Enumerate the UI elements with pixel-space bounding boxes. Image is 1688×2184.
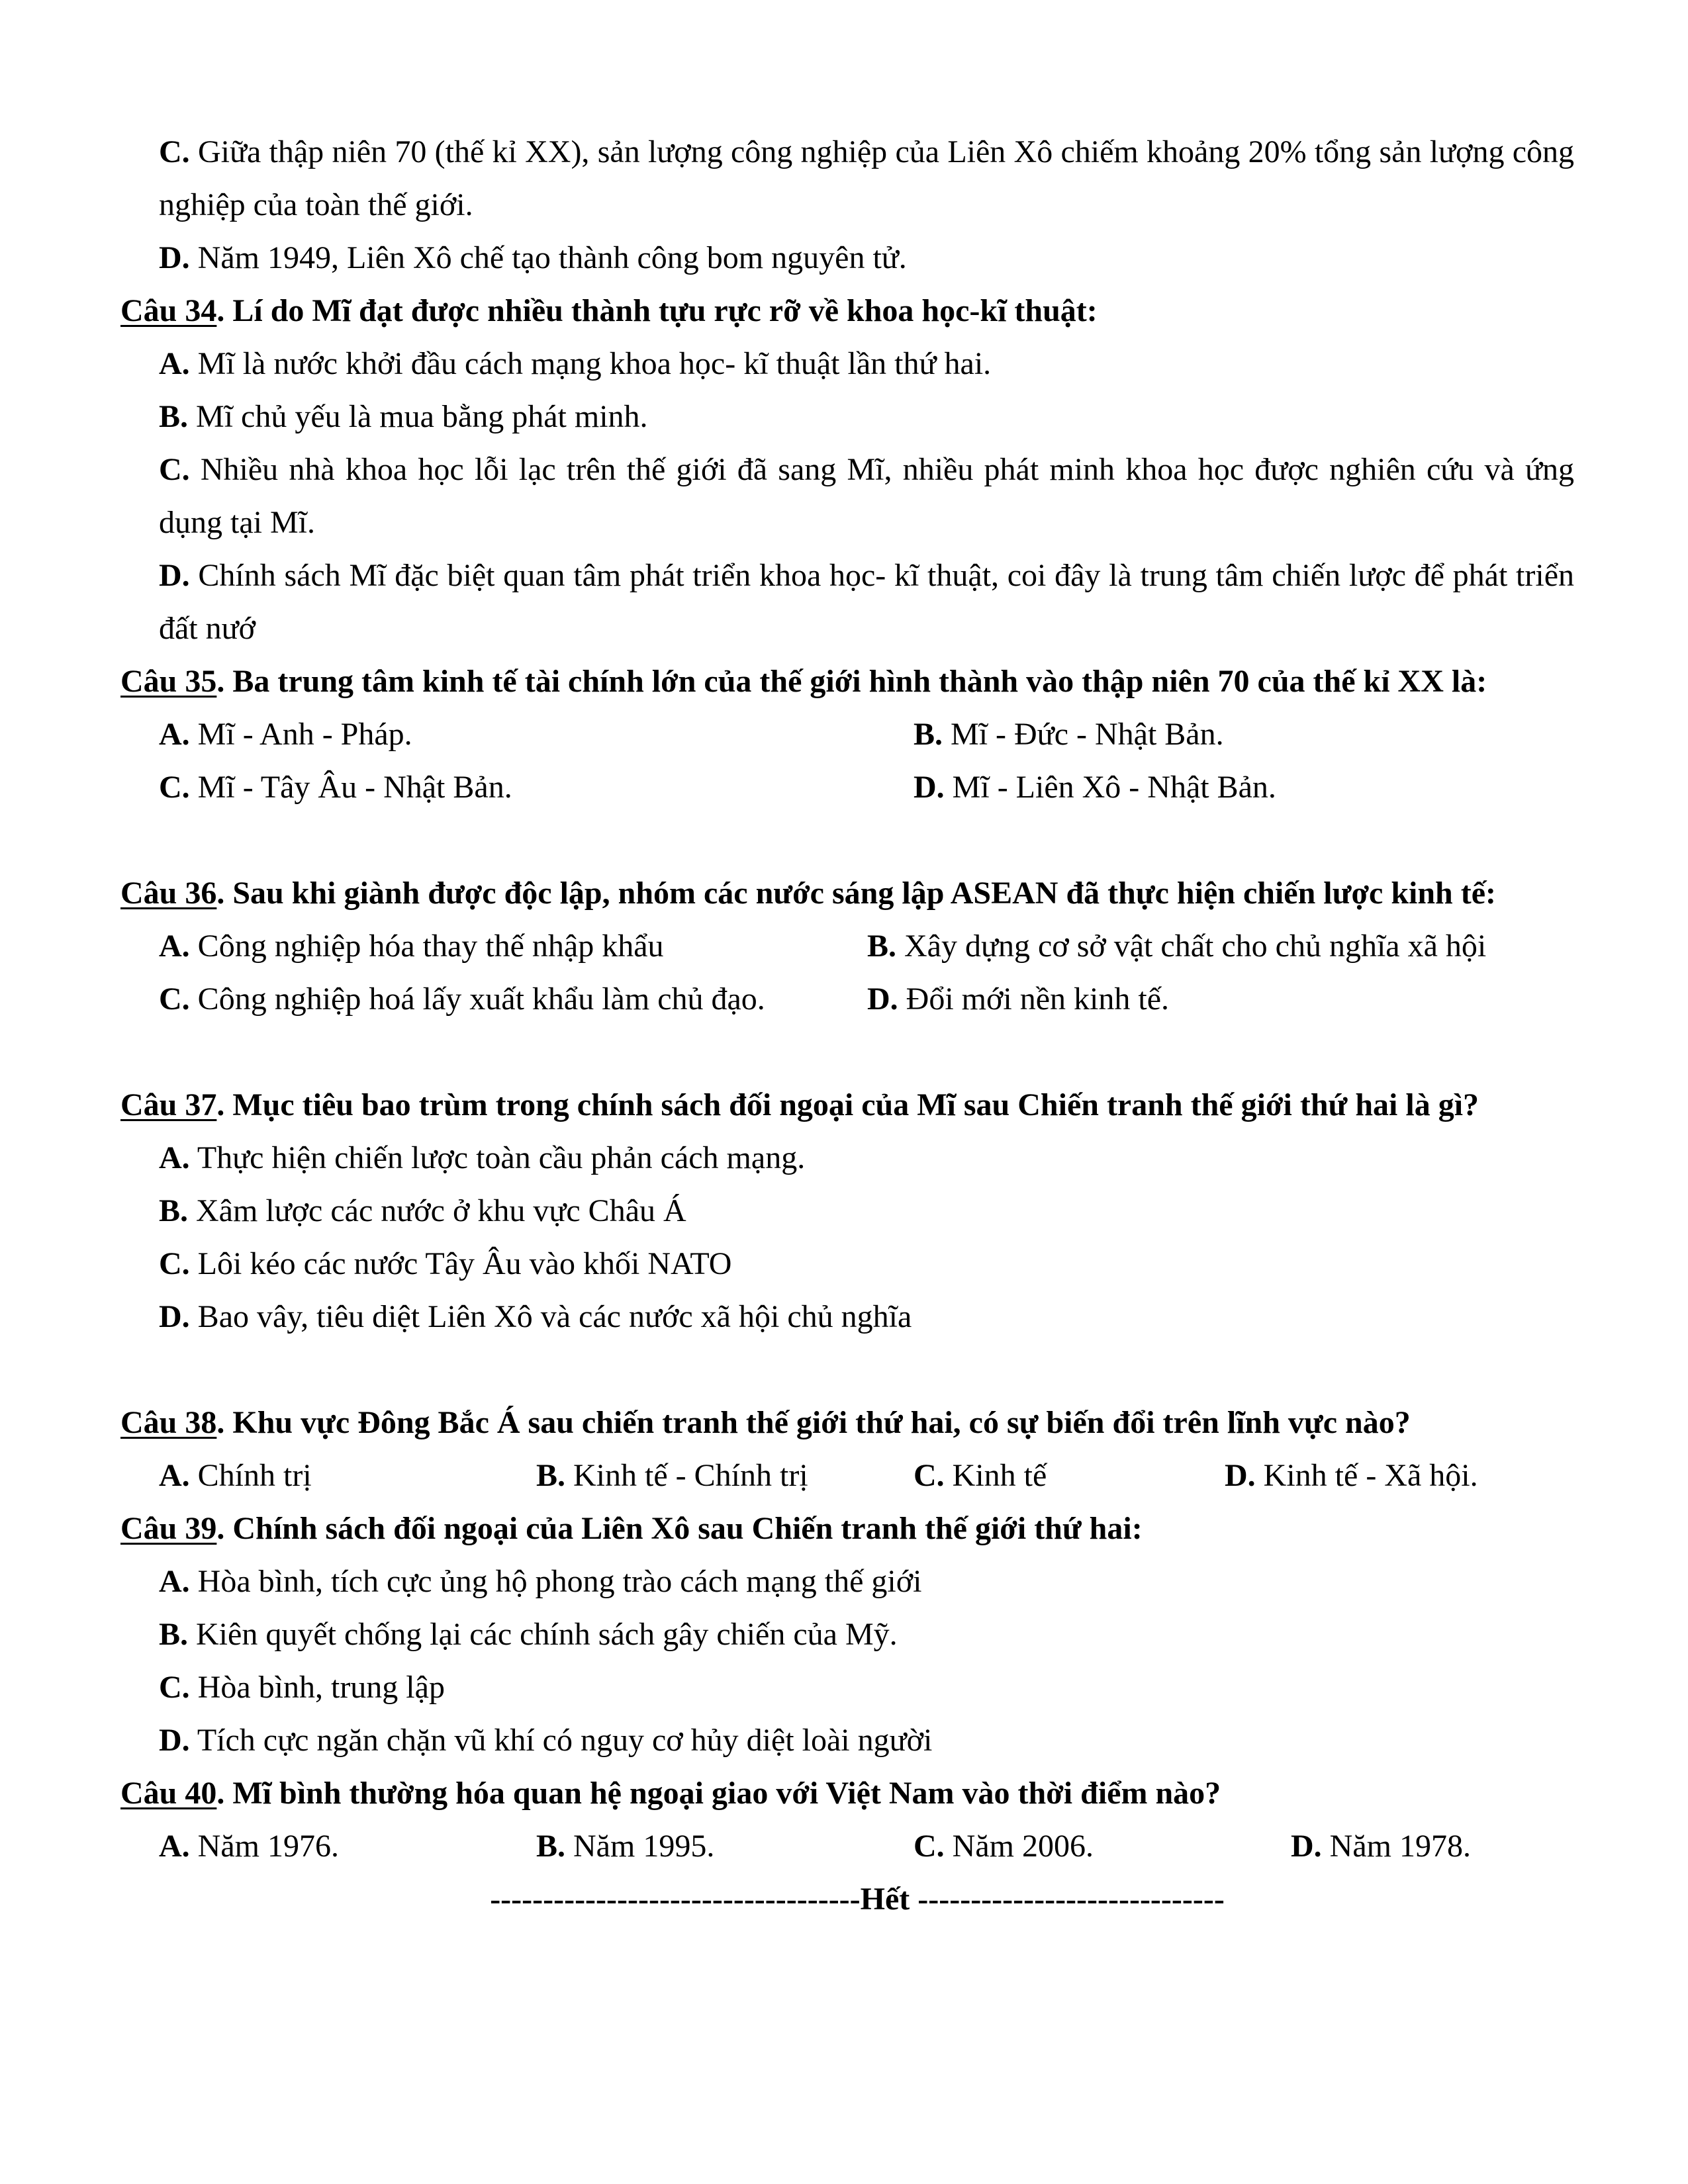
question-35 (120, 655, 1574, 814)
question-38 (120, 1396, 1574, 1502)
option-a: A. Thực hiện chiến lược toàn cầu phản cách mạng. (159, 1140, 806, 1175)
option-b: B. Xây dựng cơ sở vật chất cho chủ nghĩa xã hội (867, 929, 1487, 964)
options-row-2 (120, 973, 1574, 1026)
option-b: B. Xâm lược các nước ở khu vực Châu Á (159, 1193, 686, 1228)
option-a: A. Mĩ - Anh - Pháp. (159, 717, 412, 752)
option-d: D. Chính sách Mĩ đặc biệt quan tâm phát triển khoa học- kĩ thuật, coi đây là trung tâm chiến lược để phát triển đất nướ (159, 558, 1574, 646)
question-stem: Câu 40. Mĩ bình thường hóa quan hệ ngoại giao với Việt Nam vào thời điểm nào? (120, 1776, 1221, 1811)
question-39 (120, 1502, 1574, 1767)
option-b: B. Mĩ chủ yếu là mua bằng phát minh. (159, 399, 648, 434)
option-c: C. Năm 2006. (914, 1829, 1094, 1864)
option-a: A. Công nghiệp hóa thay thế nhập khẩu (159, 929, 664, 964)
option-a: A. Năm 1976. (159, 1829, 339, 1864)
option-d: D. Năm 1978. (1291, 1829, 1471, 1864)
question-stem: Câu 34. Lí do Mĩ đạt được nhiều thành tựu rực rỡ về khoa học-kĩ thuật: (120, 293, 1098, 328)
question-40 (120, 1767, 1574, 1873)
option-c: C. Nhiều nhà khoa học lỗi lạc trên thế giới đã sang Mĩ, nhiều phát minh khoa học được nghiên cứu và ứng dụng tại Mĩ. (159, 452, 1574, 540)
question-stem: Câu 36. Sau khi giành được độc lập, nhóm các nước sáng lập ASEAN đã thực hiện chiến lược kinh tế: (120, 876, 1497, 911)
option-d: D. Năm 1949, Liên Xô chế tạo thành công bom nguyên tử. (159, 240, 907, 275)
option-b: B. Kinh tế - Chính trị (536, 1458, 808, 1493)
question-37 (120, 1079, 1574, 1343)
question-stem: Câu 39. Chính sách đối ngoại của Liên Xô sau Chiến tranh thế giới thứ hai: (120, 1511, 1143, 1546)
option-a: A. Hòa bình, tích cực ủng hộ phong trào cách mạng thế giới (159, 1564, 922, 1599)
options-row-2 (120, 761, 1574, 814)
option-b: B. Năm 1995. (536, 1829, 715, 1864)
question-stem: Câu 35. Ba trung tâm kinh tế tài chính lớn của thế giới hình thành vào thập niên 70 của thế kỉ XX là: (120, 664, 1487, 699)
option-d: D. Đổi mới nền kinh tế. (867, 981, 1170, 1017)
options-row-1 (120, 708, 1574, 761)
option-b: B. Mĩ - Đức - Nhật Bản. (914, 717, 1224, 752)
option-d: D. Mĩ - Liên Xô - Nhật Bản. (914, 770, 1276, 805)
end-marker (120, 1873, 1574, 1926)
option-d: D. Kinh tế - Xã hội. (1225, 1458, 1478, 1493)
option-a: A. Chính trị (159, 1458, 312, 1493)
option-d: D. Tích cực ngăn chặn vũ khí có nguy cơ hủy diệt loài người (159, 1723, 933, 1758)
option-d: D. Bao vây, tiêu diệt Liên Xô và các nước xã hội chủ nghĩa (159, 1299, 912, 1334)
end-line: -----------------------------------Hết ----------------------------- (490, 1882, 1225, 1917)
options-row-1 (120, 920, 1574, 973)
question-34 (120, 285, 1574, 655)
option-a: A. Mĩ là nước khởi đầu cách mạng khoa học- kĩ thuật lần thứ hai. (159, 346, 992, 381)
q33-tail (120, 126, 1574, 285)
options-row (120, 1820, 1574, 1873)
option-c: C. Giữa thập niên 70 (thế kỉ XX), sản lượng công nghiệp của Liên Xô chiếm khoảng 20% tổng sản lượng công nghiệp của toàn thế giới. (159, 134, 1575, 222)
options-row (120, 1449, 1574, 1502)
option-b: B. Kiên quyết chống lại các chính sách gây chiến của Mỹ. (159, 1617, 898, 1652)
question-stem: Câu 37. Mục tiêu bao trùm trong chính sách đối ngoại của Mĩ sau Chiến tranh thế giới thứ hai là gì? (120, 1087, 1479, 1122)
question-36 (120, 867, 1574, 1026)
question-stem: Câu 38. Khu vực Đông Bắc Á sau chiến tranh thế giới thứ hai, có sự biến đổi trên lĩnh vực nào? (120, 1405, 1411, 1440)
option-c: C. Kinh tế (914, 1458, 1047, 1493)
option-c: C. Lôi kéo các nước Tây Âu vào khối NATO (159, 1246, 732, 1281)
option-c: C. Mĩ - Tây Âu - Nhật Bản. (159, 770, 512, 805)
option-c: C. Công nghiệp hoá lấy xuất khẩu làm chủ đạo. (159, 981, 765, 1017)
option-c: C. Hòa bình, trung lập (159, 1670, 445, 1705)
